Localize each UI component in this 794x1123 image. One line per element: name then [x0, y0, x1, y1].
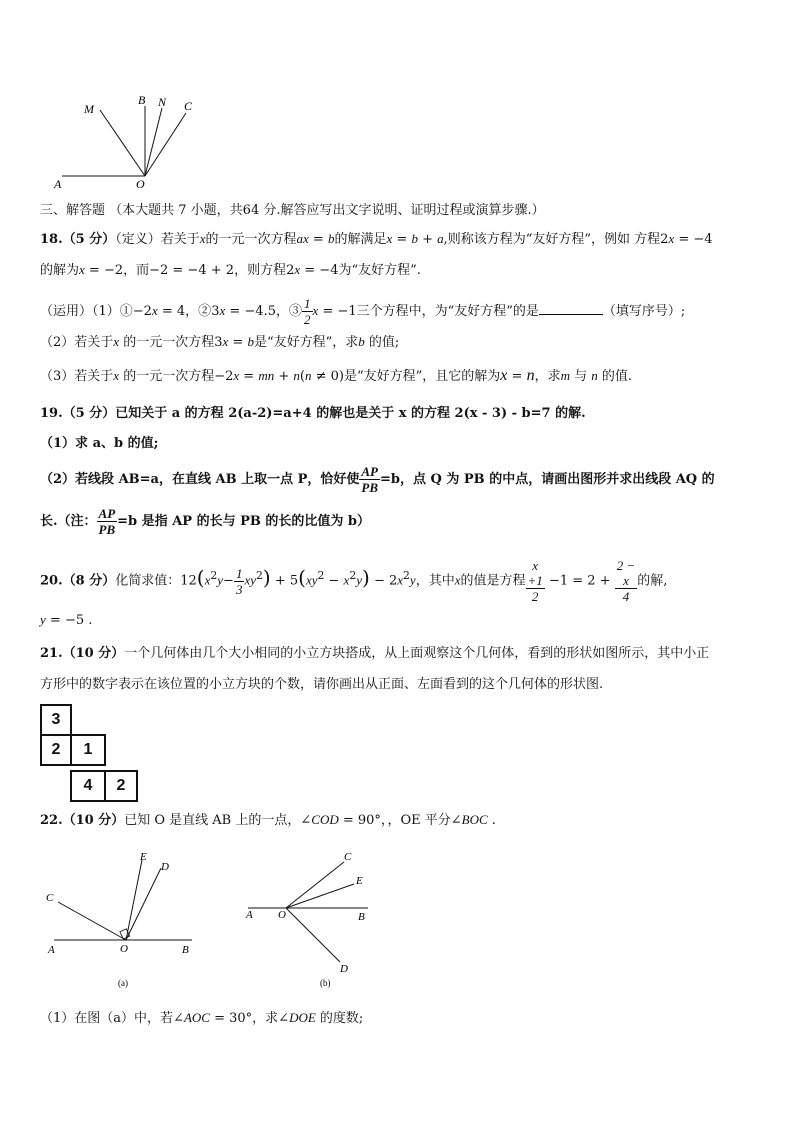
q18-line1: 18.（5 分）（定义）若关于x的一元一次方程ax = b的解满足x = b + a,则称该方程为“友好方程”，例如 方程2x = −4: [40, 231, 713, 247]
fig-b-caption: (b): [320, 978, 331, 988]
q19-line4: 长.（注： $\frac{AP}{PB}$ =b 是指 AP 的长与 PB 的长的比值为 b）: [40, 506, 371, 537]
svg-text:O: O: [278, 909, 286, 921]
top-view-grid: [40, 704, 140, 800]
q19-line3: （2）若线段 AB=a，在直线 AB 上取一点 P，恰好使 $\frac{AP}{PB}$ =b，点 Q 为 PB 的中点，请画出图形并求出线段 AQ 的: [40, 464, 715, 495]
svg-text:A: A: [246, 909, 253, 921]
fig-a-caption: (a): [118, 978, 128, 988]
section-title: 三、解答题 （本大题共 7 小题，共64 分.解答应写出文字说明、证明过程或演算步骤.）: [40, 203, 545, 218]
q18-line2: 的解为x = −2，而−2 = −4 + 2，则方程2x = −4为“友好方程”.: [40, 262, 421, 278]
label-O: O: [136, 177, 145, 191]
q20-line2: y = −5 .: [40, 612, 93, 628]
q22-line1: 22.（10 分）已知 O 是直线 AB 上的一点，∠COD = 90°，，OE 平分∠BOC .: [40, 812, 496, 828]
q18-line5: （3）若关于x 的一元一次方程−2x = mn + n(n ≠ 0)是“友好方程”，且它的解为x = n，求m 与 n 的值.: [40, 367, 633, 384]
svg-text:A: A: [48, 944, 55, 956]
answer-blank[interactable]: [539, 302, 603, 315]
svg-text:E: E: [356, 875, 363, 887]
svg-text:B: B: [182, 944, 189, 956]
q19-line2: （1）求 a、b 的值;: [40, 436, 159, 451]
label-B: B: [138, 93, 146, 107]
svg-text:E: E: [140, 851, 147, 863]
svg-text:O: O: [120, 943, 128, 955]
label-M: M: [84, 102, 94, 116]
svg-text:D: D: [340, 963, 348, 975]
label-A: A: [54, 177, 62, 191]
grid-cell: 2: [40, 734, 72, 766]
svg-text:C: C: [46, 892, 54, 904]
q19-line1: 19.（5 分）已知关于 a 的方程 2(a-2)=a+4 的解也是关于 x 的方程 2(x - 3) - b=7 的解.: [40, 406, 586, 421]
grid-cell: 3: [40, 704, 72, 736]
grid-cell: 4: [70, 770, 106, 802]
label-N: N: [158, 95, 167, 109]
q18-line3: （运用）（1）①−2x = 4，②3x = −4.5，③ $\frac{1}{2}$ x = −1三个方程中，为“友好方程”的是 （填写序号）;: [40, 296, 686, 327]
figure-b: [240, 846, 390, 992]
q21-line2: 方形中的数字表示在该位置的小立方块的个数，请你画出从正面、左面看到的这个几何体的形状图.: [40, 677, 604, 692]
top-angle-figure: [50, 88, 210, 193]
svg-text:B: B: [358, 911, 365, 923]
grid-cell: 2: [104, 770, 138, 802]
q22-line2: （1）在图（a）中，若∠AOC = 30°，求∠DOE 的度数;: [40, 1010, 364, 1026]
grid-cell: 1: [70, 734, 106, 766]
label-C: C: [184, 99, 193, 113]
q20-line1: 20.（8 分）化简求值：$12(x^2y-$ $\frac{1}{3}$ $xy^2) + 5(xy^2 - x^2y) - 2x^2y$，其中x的值是方程 x +1 2 −1 = 2 + 2 − x 4 的解,: [40, 558, 668, 604]
svg-text:C: C: [344, 851, 352, 863]
q18-line4: （2）若关于x 的一元一次方程3x = b是“友好方程”，求b 的值;: [40, 334, 400, 350]
figure-a: [42, 846, 202, 992]
q21-line1: 21.（10 分）一个几何体由几个大小相同的小立方块搭成，从上面观察这个几何体，看到的形状如图所示，其中小正: [40, 646, 710, 661]
svg-text:D: D: [161, 861, 169, 873]
